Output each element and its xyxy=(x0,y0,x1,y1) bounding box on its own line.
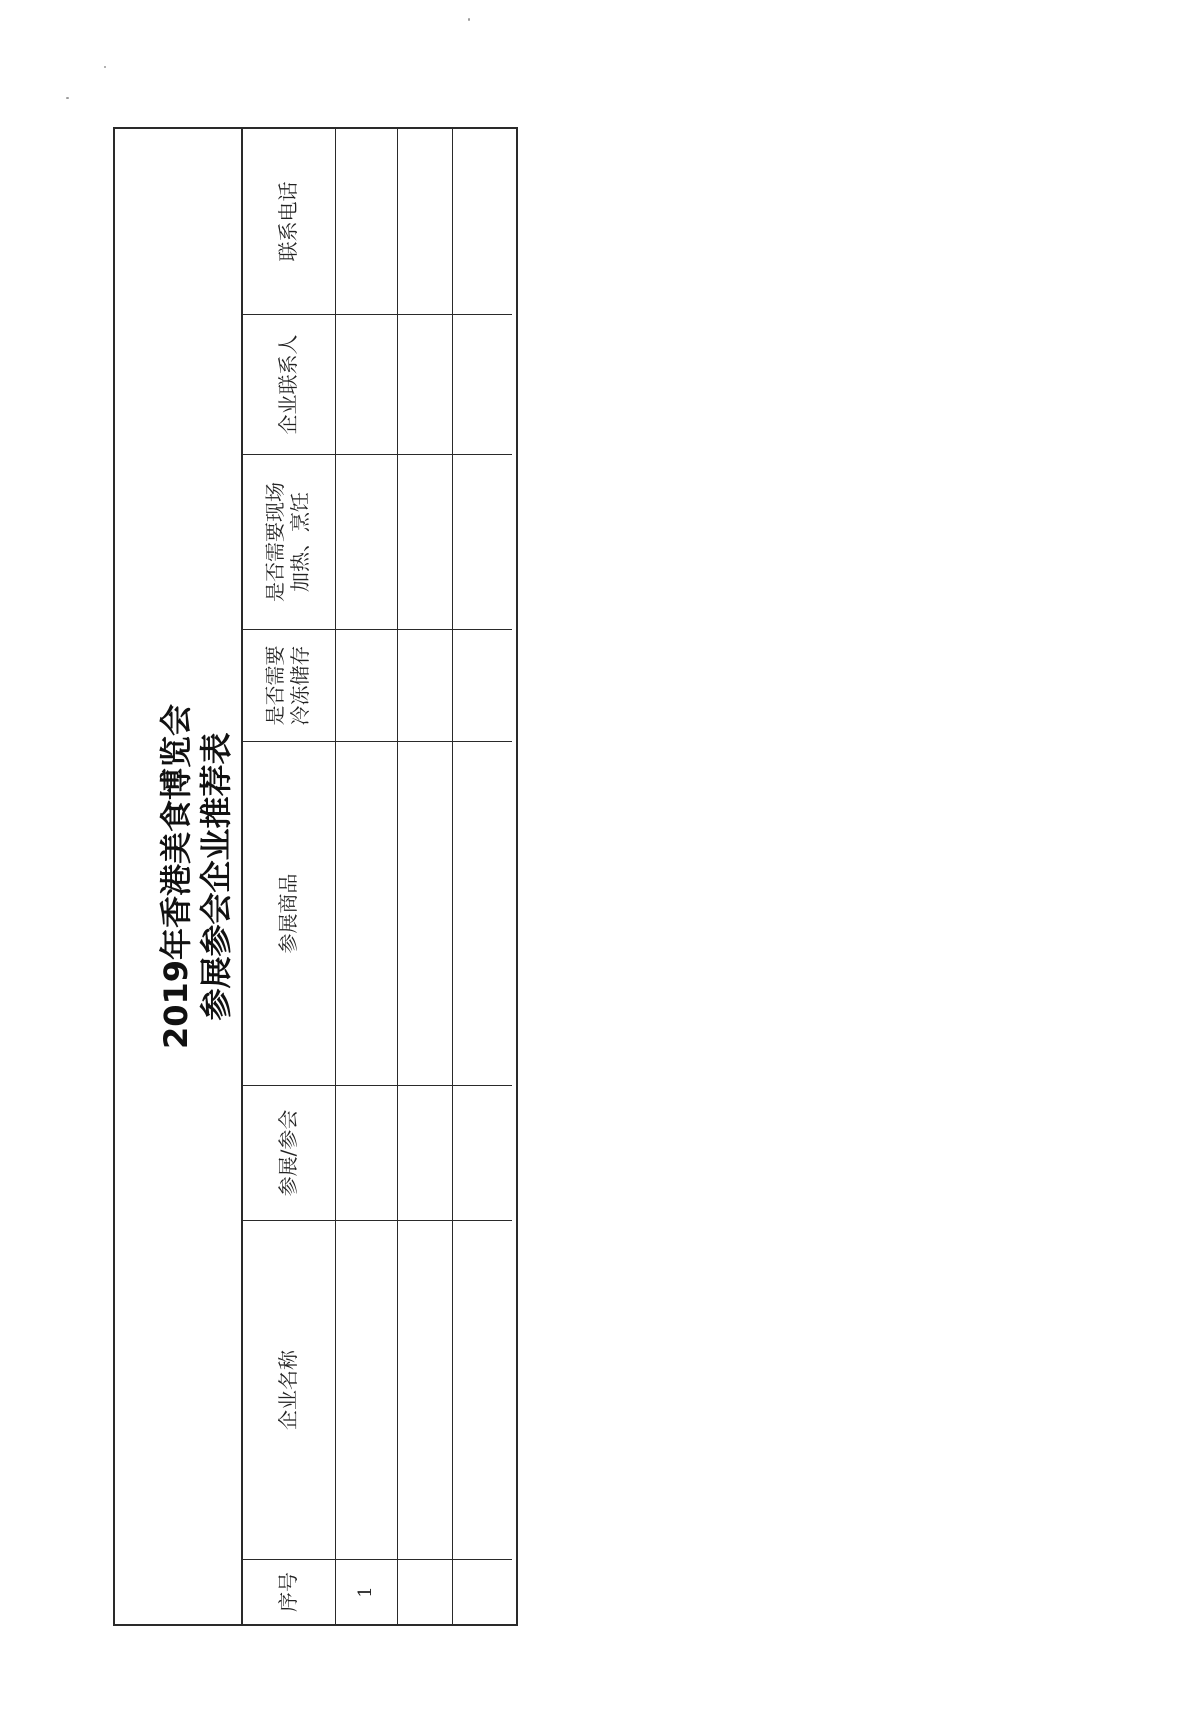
table-cell-frozen-storage[interactable] xyxy=(398,629,453,741)
header-exhibit-or-attend: 参展/参会 xyxy=(241,1085,336,1220)
table-cell-company-name[interactable] xyxy=(398,1220,453,1559)
table-cell-serial[interactable] xyxy=(398,1559,453,1624)
header-frozen-storage: 是否需要 冷冻储存 xyxy=(241,629,336,741)
table-cell-frozen-storage[interactable] xyxy=(453,629,512,741)
table-cell-contact-phone[interactable] xyxy=(398,129,453,314)
scan-speck xyxy=(66,97,69,99)
table-cell-exhibit-products[interactable] xyxy=(398,741,453,1085)
table-cell-serial[interactable]: 1 xyxy=(336,1559,398,1624)
table-cell-serial[interactable] xyxy=(453,1559,512,1624)
scan-speck xyxy=(104,66,106,68)
table-cell-company-contact[interactable] xyxy=(453,314,512,454)
scan-speck xyxy=(468,18,470,21)
table-cell-exhibit-products[interactable] xyxy=(453,741,512,1085)
header-company-contact: 企业联系人 xyxy=(241,314,336,454)
header-contact-phone: 联系电话 xyxy=(241,129,336,314)
form-title-area xyxy=(115,129,243,1624)
table-cell-exhibit-or-attend[interactable] xyxy=(336,1085,398,1220)
form-title-line-1: 2019年香港美食博览会 xyxy=(157,703,195,1050)
table-cell-contact-phone[interactable] xyxy=(336,129,398,314)
table-cell-company-name[interactable] xyxy=(453,1220,512,1559)
recommendation-table xyxy=(241,129,516,1624)
table-cell-company-name[interactable] xyxy=(336,1220,398,1559)
table-cell-frozen-storage[interactable] xyxy=(336,629,398,741)
table-cell-exhibit-or-attend[interactable] xyxy=(453,1085,512,1220)
table-cell-exhibit-products[interactable] xyxy=(336,741,398,1085)
header-company-name: 企业名称 xyxy=(241,1220,336,1559)
table-cell-onsite-heating[interactable] xyxy=(398,454,453,629)
table-cell-exhibit-or-attend[interactable] xyxy=(398,1085,453,1220)
table-cell-contact-phone[interactable] xyxy=(453,129,512,314)
header-serial-number: 序号 xyxy=(241,1559,336,1624)
table-cell-onsite-heating[interactable] xyxy=(336,454,398,629)
header-onsite-heating: 是否需要现场 加热、烹饪 xyxy=(241,454,336,629)
table-cell-onsite-heating[interactable] xyxy=(453,454,512,629)
header-exhibit-products: 参展商品 xyxy=(241,741,336,1085)
recommendation-form xyxy=(113,127,518,1626)
table-cell-company-contact[interactable] xyxy=(336,314,398,454)
form-title-line-2: 参展参会企业推荐表 xyxy=(197,732,235,1021)
table-cell-company-contact[interactable] xyxy=(398,314,453,454)
